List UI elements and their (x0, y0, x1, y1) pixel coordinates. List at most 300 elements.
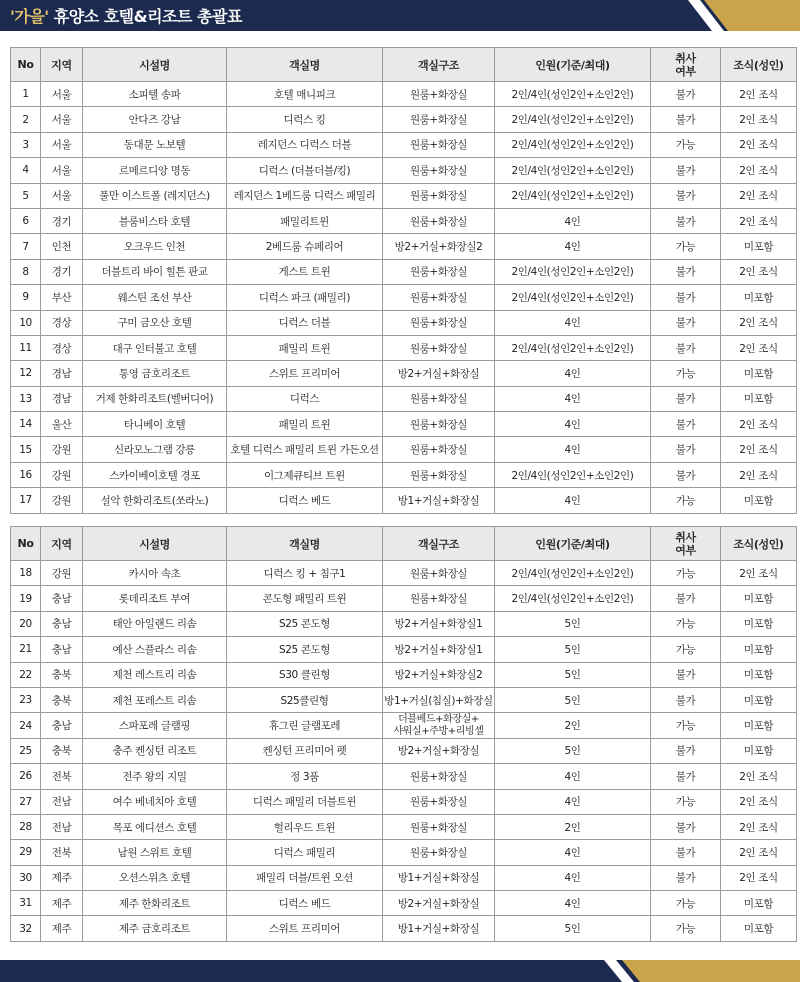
table-row (11, 437, 797, 462)
cell-occupancy: 2인/4인(성인2인+소인2인) (495, 158, 651, 183)
cell-no: 17 (11, 488, 41, 513)
cell-room-name: 이그제큐티브 트윈 (227, 462, 383, 487)
facility-table-2 (10, 526, 797, 942)
cell-facility-name: 충주 켄싱턴 리조트 (83, 738, 227, 763)
cell-occupancy: 4인 (495, 386, 651, 411)
cell-breakfast: 2인 조식 (721, 764, 797, 789)
table-row (11, 891, 797, 916)
cell-region: 경상 (41, 335, 83, 360)
cell-no: 12 (11, 361, 41, 386)
page-title-prefix: '가을' (10, 7, 49, 26)
table-row (11, 158, 797, 183)
cell-breakfast: 2인 조식 (721, 208, 797, 233)
cell-facility-name: 예산 스플라스 리솜 (83, 637, 227, 662)
cell-no: 3 (11, 132, 41, 157)
cell-room-name: S25클린형 (227, 687, 383, 712)
cell-occupancy: 5인 (495, 637, 651, 662)
cell-room-structure: 방1+거실+화장실 (383, 488, 495, 513)
cell-occupancy: 4인 (495, 208, 651, 233)
cell-room-structure: 원룸+화장실 (383, 437, 495, 462)
table-row (11, 183, 797, 208)
cell-room-name: 호텔 디럭스 패밀리 트윈 가든오션 (227, 437, 383, 462)
cell-breakfast: 미포함 (721, 713, 797, 738)
cell-occupancy: 2인/4인(성인2인+소인2인) (495, 462, 651, 487)
cell-room-structure: 원룸+화장실 (383, 789, 495, 814)
cell-occupancy: 2인/4인(성인2인+소인2인) (495, 285, 651, 310)
cell-breakfast: 미포함 (721, 916, 797, 941)
cell-facility-name: 신라모노그램 강릉 (83, 437, 227, 462)
cell-breakfast: 미포함 (721, 285, 797, 310)
cell-cooking: 불가 (651, 259, 721, 284)
cell-no: 11 (11, 335, 41, 360)
cell-occupancy: 5인 (495, 738, 651, 763)
cell-breakfast: 2인 조식 (721, 132, 797, 157)
page-title (10, 4, 242, 27)
cell-facility-name: 더블트리 바이 힐튼 판교 (83, 259, 227, 284)
cell-breakfast: 미포함 (721, 891, 797, 916)
table-row (11, 335, 797, 360)
cell-cooking: 가능 (651, 488, 721, 513)
cell-breakfast: 미포함 (721, 611, 797, 636)
table-row (11, 488, 797, 513)
cell-breakfast: 미포함 (721, 738, 797, 763)
header-row (11, 48, 797, 82)
table-row (11, 234, 797, 259)
cell-region: 경기 (41, 208, 83, 233)
cell-region: 제주 (41, 891, 83, 916)
cell-cooking: 불가 (651, 840, 721, 865)
cell-no: 1 (11, 82, 41, 107)
cell-breakfast: 2인 조식 (721, 561, 797, 586)
cell-facility-name: 대구 인터불고 호텔 (83, 335, 227, 360)
cell-facility-name: 통영 금호리조트 (83, 361, 227, 386)
cell-cooking: 가능 (651, 637, 721, 662)
cell-facility-name: 전주 왕의 지밀 (83, 764, 227, 789)
cell-room-structure: 원룸+화장실 (383, 840, 495, 865)
cell-room-structure: 원룸+화장실 (383, 586, 495, 611)
cell-room-structure: 더블베드+화장실+ 샤워실+주방+리빙셸 (383, 713, 495, 738)
cell-occupancy: 5인 (495, 687, 651, 712)
cell-occupancy: 4인 (495, 789, 651, 814)
cell-facility-name: 오션스위츠 호텔 (83, 865, 227, 890)
cell-region: 서울 (41, 132, 83, 157)
cell-facility-name: 르메르디앙 명동 (83, 158, 227, 183)
cell-room-structure: 원룸+화장실 (383, 412, 495, 437)
cell-no: 32 (11, 916, 41, 941)
cell-room-structure: 원룸+화장실 (383, 310, 495, 335)
cell-room-name: S25 콘도형 (227, 637, 383, 662)
cell-cooking: 불가 (651, 738, 721, 763)
cell-breakfast: 미포함 (721, 586, 797, 611)
column-header-region: 지역 (41, 48, 83, 82)
cell-breakfast: 2인 조식 (721, 183, 797, 208)
table-row (11, 310, 797, 335)
cell-cooking: 불가 (651, 865, 721, 890)
table-row (11, 82, 797, 107)
cell-room-name: 디럭스 더블 (227, 310, 383, 335)
table-row (11, 764, 797, 789)
cell-room-name: 호텔 매니피크 (227, 82, 383, 107)
cell-region: 강원 (41, 462, 83, 487)
cell-room-name: 패밀리 트윈 (227, 412, 383, 437)
cell-room-name: 패밀리트윈 (227, 208, 383, 233)
cell-cooking: 불가 (651, 764, 721, 789)
cell-region: 전남 (41, 814, 83, 839)
cell-room-structure: 원룸+화장실 (383, 386, 495, 411)
cell-occupancy: 5인 (495, 916, 651, 941)
cell-facility-name: 스파포레 글램핑 (83, 713, 227, 738)
cell-region: 충남 (41, 611, 83, 636)
cell-region: 부산 (41, 285, 83, 310)
cell-room-name: 패밀리 트윈 (227, 335, 383, 360)
cell-facility-name: 여수 베네치아 호텔 (83, 789, 227, 814)
table-row (11, 789, 797, 814)
cell-cooking: 불가 (651, 412, 721, 437)
page-title-text: 휴양소 호텔&리조트 총괄표 (48, 7, 242, 26)
cell-breakfast: 미포함 (721, 687, 797, 712)
cell-room-name: 디럭스 킹 (227, 107, 383, 132)
cell-occupancy: 4인 (495, 234, 651, 259)
cell-occupancy: 5인 (495, 611, 651, 636)
cell-cooking: 불가 (651, 183, 721, 208)
cell-region: 강원 (41, 488, 83, 513)
column-header-room-name: 객실명 (227, 48, 383, 82)
cell-occupancy: 2인/4인(성인2인+소인2인) (495, 107, 651, 132)
cell-region: 충남 (41, 586, 83, 611)
table-row (11, 586, 797, 611)
cell-room-structure: 원룸+화장실 (383, 462, 495, 487)
cell-region: 충남 (41, 713, 83, 738)
cell-facility-name: 제천 레스트리 리솜 (83, 662, 227, 687)
cell-room-name: 스위트 프리미어 (227, 916, 383, 941)
cell-room-structure: 원룸+화장실 (383, 561, 495, 586)
cell-room-structure: 방2+거실+화장실1 (383, 637, 495, 662)
cell-breakfast: 미포함 (721, 361, 797, 386)
cell-facility-name: 제주 한화리조트 (83, 891, 227, 916)
cell-breakfast: 2인 조식 (721, 82, 797, 107)
cell-room-structure: 원룸+화장실 (383, 285, 495, 310)
cell-breakfast: 2인 조식 (721, 310, 797, 335)
cell-occupancy: 2인 (495, 814, 651, 839)
cell-region: 경상 (41, 310, 83, 335)
cell-breakfast: 미포함 (721, 234, 797, 259)
footer-bar-accent (0, 960, 800, 982)
cell-region: 경남 (41, 386, 83, 411)
cell-room-name: 디럭스 파크 (패밀리) (227, 285, 383, 310)
cell-facility-name: 거제 한화리조트(벨버디어) (83, 386, 227, 411)
cell-no: 18 (11, 561, 41, 586)
cell-breakfast: 2인 조식 (721, 107, 797, 132)
cell-region: 제주 (41, 916, 83, 941)
table-row (11, 285, 797, 310)
cell-region: 경기 (41, 259, 83, 284)
cell-region: 강원 (41, 561, 83, 586)
cell-region: 경남 (41, 361, 83, 386)
cell-cooking: 가능 (651, 361, 721, 386)
cell-room-structure: 원룸+화장실 (383, 335, 495, 360)
table-row (11, 107, 797, 132)
cell-no: 8 (11, 259, 41, 284)
cell-room-name: 레지던스 디럭스 더블 (227, 132, 383, 157)
cell-breakfast: 미포함 (721, 386, 797, 411)
cell-room-name: 디럭스 (227, 386, 383, 411)
cell-room-name: 2베드룸 슈페리어 (227, 234, 383, 259)
cell-room-name: S25 콘도형 (227, 611, 383, 636)
table-row (11, 916, 797, 941)
cell-breakfast: 2인 조식 (721, 335, 797, 360)
cell-room-structure: 원룸+화장실 (383, 208, 495, 233)
cell-facility-name: 남원 스위트 호텔 (83, 840, 227, 865)
cell-no: 16 (11, 462, 41, 487)
cell-facility-name: 동대문 노보텔 (83, 132, 227, 157)
cell-room-name: 디럭스 킹 + 침구1 (227, 561, 383, 586)
cell-breakfast: 미포함 (721, 637, 797, 662)
column-header-occupancy: 인원(기준/최대) (495, 527, 651, 561)
cell-room-name: 휴그린 글램포레 (227, 713, 383, 738)
cell-cooking: 가능 (651, 611, 721, 636)
cell-occupancy: 4인 (495, 437, 651, 462)
cell-room-structure: 방2+거실+화장실 (383, 891, 495, 916)
cell-region: 제주 (41, 865, 83, 890)
cell-no: 13 (11, 386, 41, 411)
cell-breakfast: 2인 조식 (721, 158, 797, 183)
cell-cooking: 가능 (651, 891, 721, 916)
cell-room-name: 레지던스 1베드룸 디럭스 패밀리 (227, 183, 383, 208)
cell-room-structure: 방1+거실(침실)+화장실 (383, 687, 495, 712)
header-row (11, 527, 797, 561)
cell-no: 20 (11, 611, 41, 636)
cell-cooking: 불가 (651, 285, 721, 310)
cell-region: 인천 (41, 234, 83, 259)
table-row (11, 412, 797, 437)
cell-region: 충북 (41, 687, 83, 712)
cell-facility-name: 소피텔 송파 (83, 82, 227, 107)
cell-occupancy: 2인/4인(성인2인+소인2인) (495, 335, 651, 360)
table-row (11, 462, 797, 487)
cell-facility-name: 카시아 속초 (83, 561, 227, 586)
cell-room-name: S30 클린형 (227, 662, 383, 687)
cell-occupancy: 4인 (495, 412, 651, 437)
column-header-room-structure: 객실구조 (383, 48, 495, 82)
cell-no: 5 (11, 183, 41, 208)
cell-occupancy: 5인 (495, 662, 651, 687)
cell-occupancy: 4인 (495, 361, 651, 386)
cell-no: 4 (11, 158, 41, 183)
table-row (11, 662, 797, 687)
cell-breakfast: 2인 조식 (721, 437, 797, 462)
cell-room-name: 디럭스 패밀리 더블트윈 (227, 789, 383, 814)
cell-room-structure: 원룸+화장실 (383, 764, 495, 789)
cell-room-structure: 방2+거실+화장실 (383, 738, 495, 763)
column-header-region: 지역 (41, 527, 83, 561)
cell-cooking: 불가 (651, 208, 721, 233)
cell-cooking: 불가 (651, 462, 721, 487)
cell-occupancy: 4인 (495, 764, 651, 789)
cell-room-structure: 방2+거실+화장실2 (383, 234, 495, 259)
cell-no: 21 (11, 637, 41, 662)
cell-breakfast: 2인 조식 (721, 865, 797, 890)
cell-room-structure: 방1+거실+화장실 (383, 916, 495, 941)
cell-no: 19 (11, 586, 41, 611)
column-header-cooking: 취사 여부 (651, 48, 721, 82)
table-row (11, 840, 797, 865)
cell-occupancy: 2인 (495, 713, 651, 738)
table-row (11, 208, 797, 233)
cell-occupancy: 2인/4인(성인2인+소인2인) (495, 183, 651, 208)
cell-region: 서울 (41, 107, 83, 132)
cell-facility-name: 풀만 이스트폴 (레지던스) (83, 183, 227, 208)
cell-cooking: 불가 (651, 386, 721, 411)
cell-no: 14 (11, 412, 41, 437)
cell-facility-name: 구미 금오산 호텔 (83, 310, 227, 335)
cell-facility-name: 웨스틴 조선 부산 (83, 285, 227, 310)
cell-breakfast: 2인 조식 (721, 259, 797, 284)
cell-cooking: 불가 (651, 310, 721, 335)
cell-cooking: 가능 (651, 713, 721, 738)
cell-cooking: 불가 (651, 814, 721, 839)
cell-room-name: 스위트 프리미어 (227, 361, 383, 386)
cell-cooking: 불가 (651, 335, 721, 360)
column-header-no: No (11, 48, 41, 82)
cell-facility-name: 안다즈 강남 (83, 107, 227, 132)
cell-room-name: 켄싱턴 프리미어 펫 (227, 738, 383, 763)
cell-occupancy: 2인/4인(성인2인+소인2인) (495, 586, 651, 611)
cell-facility-name: 블룸비스타 호텔 (83, 208, 227, 233)
cell-room-structure: 원룸+화장실 (383, 132, 495, 157)
cell-facility-name: 제천 포레스트 리솜 (83, 687, 227, 712)
cell-no: 25 (11, 738, 41, 763)
cell-cooking: 불가 (651, 82, 721, 107)
cell-no: 27 (11, 789, 41, 814)
cell-no: 22 (11, 662, 41, 687)
table-row (11, 361, 797, 386)
cell-facility-name: 설악 한화리조트(쏘라노) (83, 488, 227, 513)
cell-region: 전북 (41, 840, 83, 865)
cell-region: 서울 (41, 82, 83, 107)
cell-region: 충남 (41, 637, 83, 662)
cell-room-name: 디럭스 베드 (227, 891, 383, 916)
cell-region: 충북 (41, 738, 83, 763)
cell-no: 30 (11, 865, 41, 890)
table-row (11, 637, 797, 662)
cell-occupancy: 2인/4인(성인2인+소인2인) (495, 259, 651, 284)
cell-occupancy: 2인/4인(성인2인+소인2인) (495, 82, 651, 107)
column-header-breakfast: 조식(성인) (721, 48, 797, 82)
cell-facility-name: 태안 아일랜드 리솜 (83, 611, 227, 636)
cell-no: 23 (11, 687, 41, 712)
cell-occupancy: 4인 (495, 891, 651, 916)
table-row (11, 611, 797, 636)
cell-cooking: 가능 (651, 561, 721, 586)
cell-room-name: 디럭스 패밀리 (227, 840, 383, 865)
cell-occupancy: 2인/4인(성인2인+소인2인) (495, 561, 651, 586)
table-row (11, 132, 797, 157)
cell-region: 서울 (41, 158, 83, 183)
cell-cooking: 불가 (651, 158, 721, 183)
cell-no: 6 (11, 208, 41, 233)
cell-region: 충북 (41, 662, 83, 687)
cell-no: 31 (11, 891, 41, 916)
cell-no: 26 (11, 764, 41, 789)
cell-room-structure: 원룸+화장실 (383, 158, 495, 183)
table-row (11, 713, 797, 738)
column-header-facility-name: 시설명 (83, 48, 227, 82)
cell-cooking: 가능 (651, 789, 721, 814)
footer-bar (0, 960, 800, 982)
cell-room-structure: 원룸+화장실 (383, 814, 495, 839)
cell-cooking: 불가 (651, 437, 721, 462)
table-row (11, 814, 797, 839)
cell-no: 28 (11, 814, 41, 839)
cell-cooking: 가능 (651, 234, 721, 259)
column-header-cooking: 취사 여부 (651, 527, 721, 561)
table-row (11, 259, 797, 284)
cell-no: 9 (11, 285, 41, 310)
table-row (11, 687, 797, 712)
cell-breakfast: 미포함 (721, 662, 797, 687)
cell-room-name: 정 3품 (227, 764, 383, 789)
cell-room-structure: 방1+거실+화장실 (383, 865, 495, 890)
column-header-room-name: 객실명 (227, 527, 383, 561)
cell-no: 10 (11, 310, 41, 335)
cell-room-name: 디럭스 베드 (227, 488, 383, 513)
cell-room-name: 헐리우드 트윈 (227, 814, 383, 839)
cell-facility-name: 제주 금호리조트 (83, 916, 227, 941)
cell-cooking: 불가 (651, 586, 721, 611)
cell-breakfast: 2인 조식 (721, 462, 797, 487)
column-header-room-structure: 객실구조 (383, 527, 495, 561)
cell-room-structure: 원룸+화장실 (383, 259, 495, 284)
cell-no: 29 (11, 840, 41, 865)
cell-room-name: 콘도형 패밀리 트윈 (227, 586, 383, 611)
cell-facility-name: 목포 에디션스 호텔 (83, 814, 227, 839)
cell-no: 2 (11, 107, 41, 132)
cell-no: 24 (11, 713, 41, 738)
cell-room-name: 게스트 트윈 (227, 259, 383, 284)
column-header-breakfast: 조식(성인) (721, 527, 797, 561)
cell-breakfast: 2인 조식 (721, 412, 797, 437)
column-header-no: No (11, 527, 41, 561)
cell-breakfast: 2인 조식 (721, 789, 797, 814)
cell-room-structure: 방2+거실+화장실1 (383, 611, 495, 636)
table-row (11, 386, 797, 411)
column-header-occupancy: 인원(기준/최대) (495, 48, 651, 82)
cell-no: 15 (11, 437, 41, 462)
cell-facility-name: 롯데리조트 부여 (83, 586, 227, 611)
table-row (11, 865, 797, 890)
cell-occupancy: 4인 (495, 310, 651, 335)
table-row (11, 561, 797, 586)
cell-room-structure: 원룸+화장실 (383, 82, 495, 107)
cell-facility-name: 스카이베이호텔 경포 (83, 462, 227, 487)
cell-region: 서울 (41, 183, 83, 208)
cell-room-structure: 원룸+화장실 (383, 183, 495, 208)
cell-breakfast: 2인 조식 (721, 840, 797, 865)
cell-room-structure: 원룸+화장실 (383, 107, 495, 132)
table-row (11, 738, 797, 763)
column-header-facility-name: 시설명 (83, 527, 227, 561)
cell-region: 울산 (41, 412, 83, 437)
cell-occupancy: 4인 (495, 865, 651, 890)
cell-region: 전남 (41, 789, 83, 814)
cell-facility-name: 타니베이 호텔 (83, 412, 227, 437)
cell-cooking: 불가 (651, 687, 721, 712)
cell-cooking: 불가 (651, 107, 721, 132)
cell-occupancy: 2인/4인(성인2인+소인2인) (495, 132, 651, 157)
cell-cooking: 불가 (651, 662, 721, 687)
cell-region: 전북 (41, 764, 83, 789)
cell-room-name: 패밀리 더블/트윈 오션 (227, 865, 383, 890)
